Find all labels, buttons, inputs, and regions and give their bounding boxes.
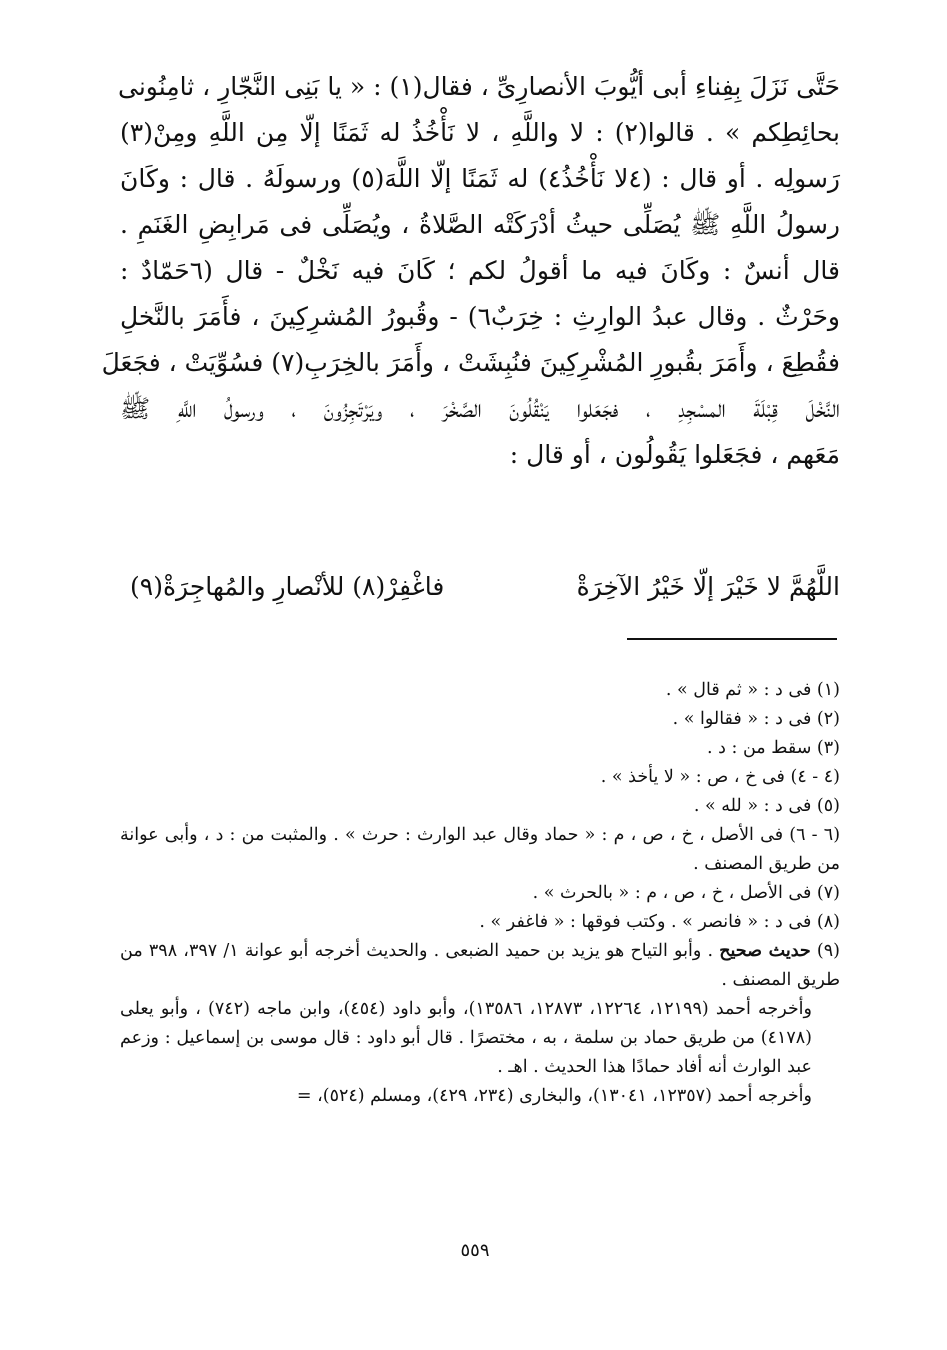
footnote-9-para-1: وأخرجه أحمد (١٢١٩٩، ١٢٢٦٤، ١٢٨٧٣، ١٣٥٨٦)، وأبو داود (٤٥٤)، وابن ماجه (٧٤٢) ، وأبو يعلى (٤١٧٨) من طريق حماد بن سلمة ، به ، مختصرًا . قال أبو داود : قال موسى بن إسماعيل : وزعم عبد الوارث أنه أفاد حمادًا هذا الحديث . اهـ .	[120, 999, 812, 1077]
footnote-7: (٧) فى الأصل ، خ ، ص ، م : « بالحرث » .	[532, 883, 840, 903]
main-line-8: النَّخْلَ قِبْلَةَ المسْجِدِ ، فجَعَلوا يَنْقُلُونَ الصَّخْرَ ، ويَرْتَجِزُونَ ، ورسولُ اللَّهِ ﷺ	[120, 394, 840, 423]
main-line-7: فقُطِعَ ، وأَمَرَ بقُبورِ المُشْرِكِينَ فنُبِشَتْ ، وأَمَرَ بالخِرَبِ(٧) فسُوِّيَتْ ، فجَعَلَ	[101, 348, 840, 377]
footnote-6: (٦ - ٦) فى الأصل ، خ ، ص ، م : « حماد وقال عبد الوارث : حرث » . والمثبت من : د ، وأبى عوانة من طريق المصنف .	[120, 825, 841, 874]
footnotes-block	[120, 676, 840, 1111]
main-line-2: بحائِطِكم » . قالوا(٢) : لا واللَّهِ ، لا نَأْخُذُ له ثَمَنًا إلّا مِن اللَّهِ ومِنْ(٣)	[120, 118, 840, 147]
footnote-3: (٣) سقط من : د .	[707, 738, 840, 758]
footnote-5: (٥) فى د : « لله » .	[693, 796, 840, 816]
main-text-block	[101, 64, 841, 478]
main-line-3: رَسولِه . أو قال : (٤لا نَأْخُذُ٤) له ثَمَنًا إلّا اللَّهَ(٥) ورسولَهُ . قال : وكَانَ	[120, 164, 841, 193]
main-line-1: حَتَّى نَزَلَ بِفِناءِ أبى أيُّوبَ الأنصارِىِّ ، فقال(١) : « يا بَنِى النَّجّارِ ، ثامِنُونى	[118, 72, 840, 101]
footnote-9	[120, 937, 840, 995]
footnote-9-number: (٩)	[816, 941, 840, 961]
main-line-4: رسولُ اللَّهِ ﷺ يُصَلِّى حيثُ أدْرَكَتْه الصَّلاةُ ، ويُصَلِّى فى مَرابِضِ الغَنَمِ .	[120, 210, 840, 239]
poem-verse	[130, 572, 840, 622]
footnote-2: (٢) فى د : « فقالوا » .	[672, 709, 840, 729]
footnote-9-grade: حديث صحيح	[719, 941, 811, 961]
main-line-5: قال أنسٌ : وكَانَ فيه ما أقولُ لكم ؛ كَانَ فيه نَخْلٌ - قال (٦حَمّادٌ :	[120, 256, 841, 285]
poem-first-hemistich: اللَّهُمَّ لا خَيْرَ إلّا خَيْرُ الآخِرَةْ	[576, 572, 840, 601]
main-line-6: وحَرْثٌ . وقال عبدُ الوارِثِ : خِرَبٌ٦) - وقُبورُ المُشرِكِينَ ، فأَمَرَ بالنَّخلِ	[120, 302, 841, 331]
footnote-8: (٨) فى د : « فانصر » . وكتب فوقها : « فاغفر » .	[479, 912, 840, 932]
footnote-9-para-2: وأخرجه أحمد (١٢٣٥٧، ١٣٠٤١)، والبخارى (٢٣٤، ٤٢٩)، ومسلم (٥٢٤)، =	[296, 1086, 812, 1106]
footnote-4: (٤ - ٤) فى خ ، ص : « لا يأخذ » .	[600, 767, 840, 787]
footnote-9-text: . وأبو التياح هو يزيد بن حميد الضبعى . والحديث أخرجه أبو عوانة ١/ ٣٩٧، ٣٩٨ من طريق المصنف .	[120, 941, 840, 990]
main-line-9: مَعَهم ، فجَعَلوا يَقُولُون ، أو قال :	[509, 440, 840, 469]
poem-second-hemistich: فاغْفِرْ(٨) للأنْصارِ والمُهاجِرَةْ(٩)	[130, 572, 445, 601]
page-number: ٥٥٩	[460, 1240, 490, 1261]
footnote-1: (١) فى د : « ثم قال » .	[665, 680, 840, 700]
footnote-separator	[627, 638, 837, 640]
